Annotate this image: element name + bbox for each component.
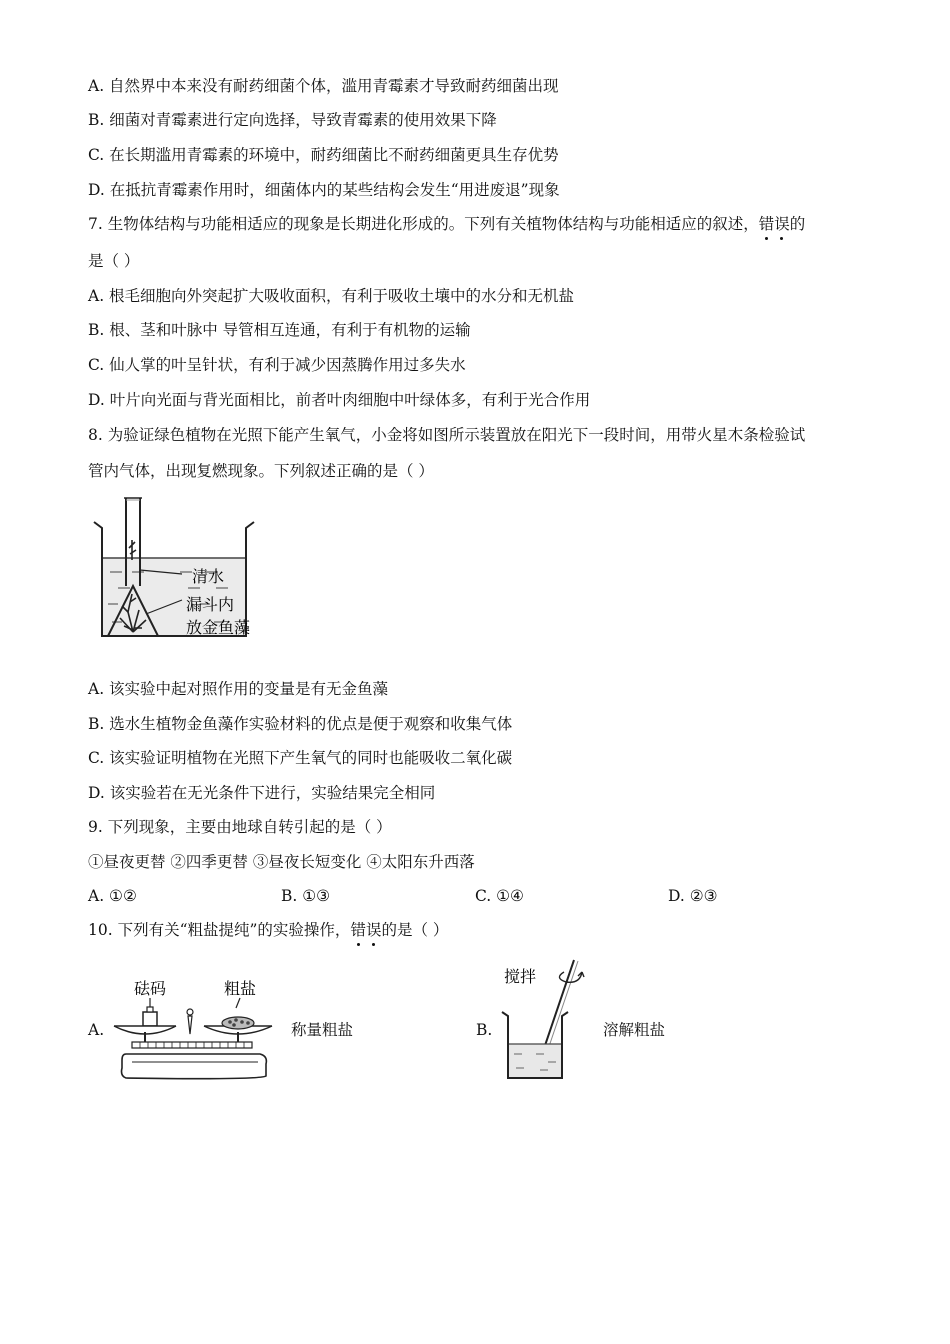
q7-emphasis-char: 误 [774, 215, 790, 233]
q7-option-a: A. 根毛细胞向外突起扩大吸收面积，有利于吸收土壤中的水分和无机盐 [88, 287, 575, 305]
q10-option-a-caption: 称量粗盐 [291, 1021, 354, 1039]
q10-emphasis-char: 误 [365, 921, 382, 939]
q9-option-a: A. ①② [88, 887, 137, 905]
q9-option-b: B. ①③ [281, 887, 331, 905]
q10-emphasis-char: 错 [350, 921, 366, 939]
q6-option-c: C. 在长期滥用青霉素的环境中，耐药细菌比不耐药细菌更具生存优势 [88, 146, 559, 164]
q8-option-b: B. 选水生植物金鱼藻作实验材料的优点是便于观察和收集气体 [88, 715, 513, 733]
q10-option-b-caption: 溶解粗盐 [603, 1021, 666, 1039]
q9-option-d: D. ②③ [668, 887, 718, 905]
weight-block [143, 1012, 157, 1026]
q9-option-c: C. ①④ [475, 887, 524, 905]
q7-stem-text: 7. 生物体结构与功能相适应的现象是长期进化形成的。下列有关植物体结构与功能相适应的叙述， [88, 215, 759, 233]
balance-figure [110, 972, 285, 1084]
q6-option-a: A. 自然界中本来没有耐药细菌个体，滥用青霉素才导致耐药细菌出现 [88, 77, 559, 95]
q8-option-a: A. 该实验中起对照作用的变量是有无金鱼藻 [88, 680, 389, 698]
q7-stem-text-end: 的 [789, 215, 806, 233]
q7-stem-line2: 是（ ） [88, 252, 140, 270]
q8-stem-line1: 8. 为验证绿色植物在光照下能产生氧气，小金将如图所示装置放在阳光下一段时间，用带火星木条检验试 [88, 426, 806, 444]
label-stir: 搅拌 [504, 967, 537, 986]
label-funnel-2: 放金鱼藻 [186, 618, 251, 637]
q8-option-c: C. 该实验证明植物在光照下产生氧气的同时也能吸收二氧化碳 [88, 749, 513, 767]
q7-emphasis-char: 错 [758, 215, 775, 233]
label-weight: 砝码 [134, 979, 167, 998]
q10-stem-text-end: 的是（ ） [381, 921, 449, 939]
solution [509, 1044, 561, 1077]
dissolve-figure [496, 954, 596, 1084]
q7-option-b: B. 根、茎和叶脉中 导管相互连通，有利于有机物的运输 [88, 321, 471, 339]
q6-option-b: B. 细菌对青霉素进行定向选择，导致青霉素的使用效果下降 [88, 111, 497, 129]
label-salt: 粗盐 [224, 979, 257, 998]
q7-stem-line1 [88, 214, 805, 234]
q7-option-d: D. 叶片向光面与背光面相比，前者叶肉细胞中叶绿体多，有利于光合作用 [88, 391, 591, 409]
q10-stem [88, 920, 448, 940]
q9-items: ①昼夜更替 ②四季更替 ③昼夜长短变化 ④太阳东升西落 [88, 853, 475, 871]
q7-option-c: C. 仙人掌的叶呈针状，有利于减少因蒸腾作用过多失水 [88, 356, 466, 374]
q10-option-a-letter: A. [88, 1021, 105, 1039]
q9-stem: 9. 下列现象，主要由地球自转引起的是（ ） [88, 818, 392, 836]
q10-option-b-letter: B. [476, 1021, 493, 1039]
q8-apparatus-figure [88, 490, 288, 650]
balance-base [122, 1054, 267, 1079]
q10-stem-text: 10. 下列有关“粗盐提纯”的实验操作， [88, 921, 351, 939]
label-funnel-1: 漏斗内 [186, 595, 235, 614]
label-water: 清水 [192, 567, 225, 586]
q8-option-d: D. 该实验若在无光条件下进行，实验结果完全相同 [88, 784, 436, 802]
q6-option-d: D. 在抵抗青霉素作用时，细菌体内的某些结构会发生“用进废退”现象 [88, 181, 560, 199]
q8-stem-line2: 管内气体，出现复燃现象。下列叙述正确的是（ ） [88, 462, 434, 480]
